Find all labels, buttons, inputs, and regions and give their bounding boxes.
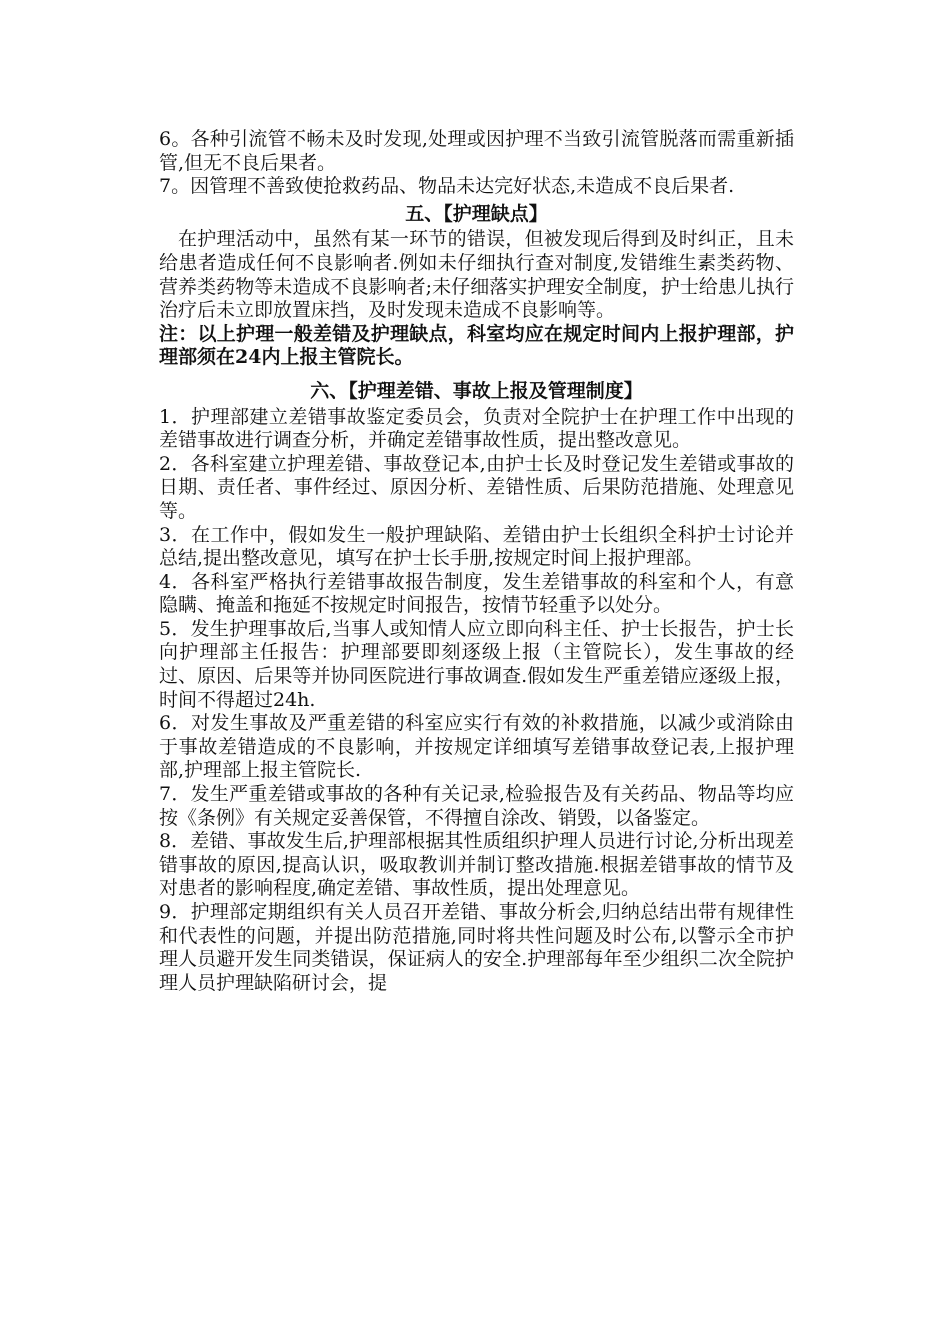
- list-item: 9．护理部定期组织有关人员召开差错、事故分析会,归纳总结出带有规律性和代表性的问题，并提出防范措施,同时将共性问题及时公布,以警示全市护理人员避开发生同类错误，保证病人的安全.护理部每年至少组织二次全院护理人员护理缺陷研讨会，提: [159, 901, 794, 994]
- list-item: 7。因管理不善致使抢救药品、物品未达完好状态,未造成不良后果者.: [159, 175, 735, 198]
- list-item: 6。各种引流管不畅未及时发现,处理或因护理不当致引流管脱落而需重新插管,但无不良后果者。: [159, 128, 794, 174]
- list-item: 2．各科室建立护理差错、事故登记本,由护士长及时登记发生差错或事故的日期、责任者、事件经过、原因分析、差错性质、后果防范措施、处理意见等。: [159, 452, 794, 522]
- document-page: [159, 128, 794, 995]
- list-item: 3．在工作中，假如发生一般护理缺陷、差错由护士长组织全科护士讨论并总结,提出整改意见，填写在护士长手册,按规定时间上报护理部。: [159, 523, 794, 570]
- note-paragraph: 注：以上护理一般差错及护理缺点，科室均应在规定时间内上报护理部，护理部须在24内上报主管院长。: [159, 322, 794, 369]
- section-body: 在护理活动中，虽然有某一环节的错误，但被发现后得到及时纠正，且未给患者造成任何不良影响者.例如未仔细执行查对制度,发错维生素类药物、营养类药物等未造成不良影响者;未仔细落实护理安全制度，护士给患儿执行治疗后未立即放置床挡，及时发现未造成不良影响等。: [159, 228, 794, 322]
- list-item: 1．护理部建立差错事故鉴定委员会，负责对全院护士在护理工作中出现的差错事故进行调查分析，并确定差错事故性质，提出整改意见。: [159, 405, 794, 452]
- list-item: 4．各科室严格执行差错事故报告制度，发生差错事故的科室和个人，有意隐瞒、掩盖和拖延不按规定时间报告，按情节轻重予以处分。: [159, 570, 794, 617]
- list-item: 8．差错、事故发生后,护理部根据其性质组织护理人员进行讨论,分析出现差错事故的原因,提高认识，吸取教训并制订整改措施.根据差错事故的情节及对患者的影响程度,确定差错、事故性质，提出处理意见。: [159, 830, 794, 900]
- list-item: 6．对发生事故及严重差错的科室应实行有效的补救措施，以减少或消除由于事故差错造成的不良影响，并按规定详细填写差错事故登记表,上报护理部,护理部上报主管院长.: [159, 712, 794, 782]
- list-item: 5．发生护理事故后,当事人或知情人应立即向科主任、护士长报告，护士长向护理部主任报告：护理部要即刻逐级上报（主管院长），发生事故的经过、原因、后果等并协同医院进行事故调查.假如发生严重差错应逐级上报，时间不得超过24h.: [159, 617, 794, 711]
- section-heading: 六、【护理差错、事故上报及管理制度】: [310, 379, 643, 402]
- list-item: 7．发生严重差错或事故的各种有关记录,检验报告及有关药品、物品等均应按《条例》有关规定妥善保管，不得擅自涂改、销毁，以备鉴定。: [159, 783, 794, 829]
- section-heading: 五、【护理缺点】: [405, 202, 548, 225]
